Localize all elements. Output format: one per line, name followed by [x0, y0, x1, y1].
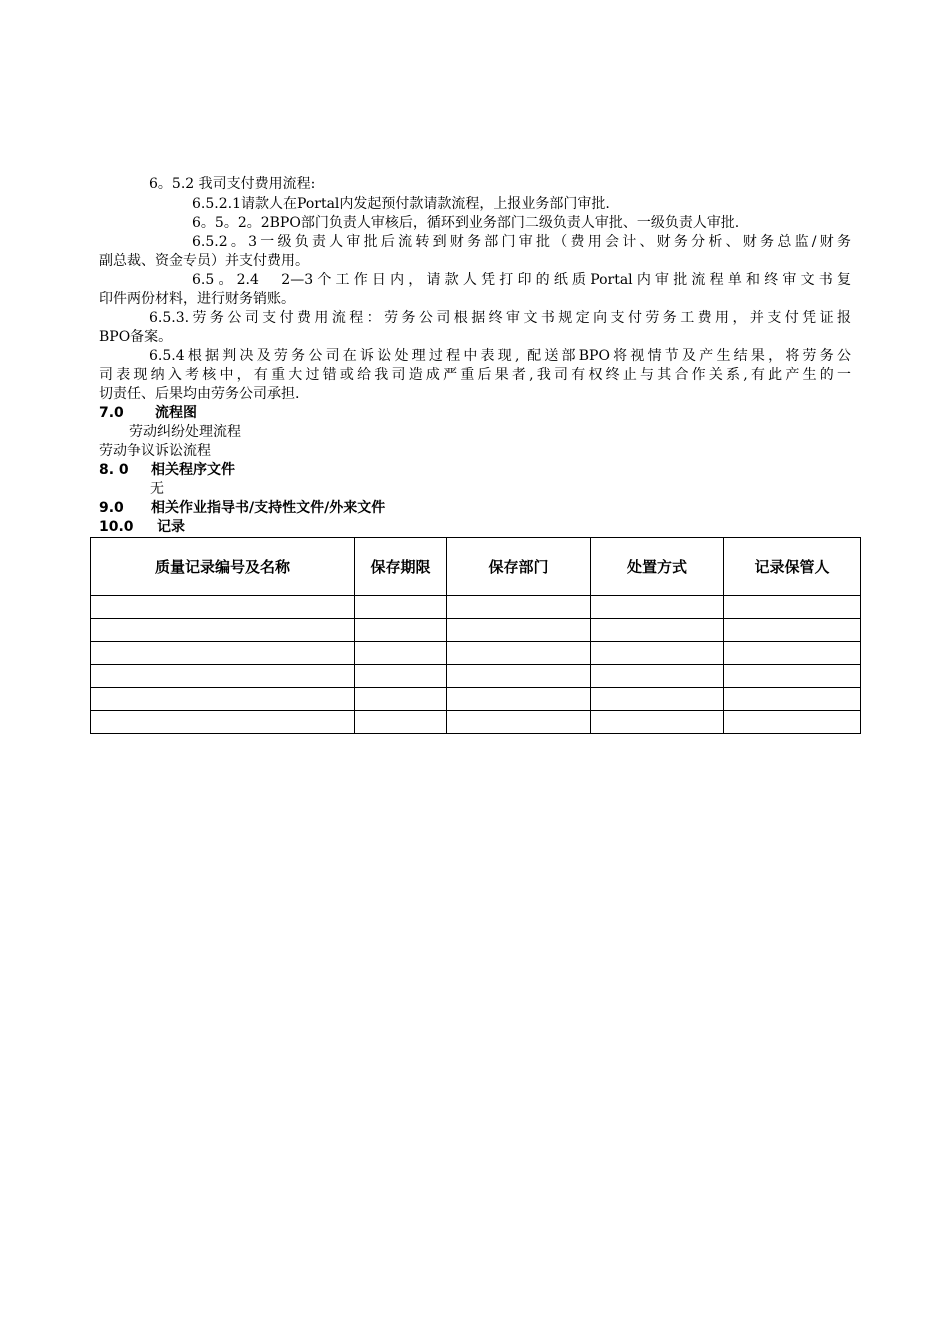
section-6-5-2-4-line1: 6.5。2.4 2—3个工作日内，请款人凭打印的纸质Portal内审批流程单和终审文书复	[192, 272, 851, 288]
table-cell	[447, 619, 591, 642]
table-cell	[355, 596, 447, 619]
section-6-5-2-3-line2: 副总裁、资金专员）并支付费用。	[99, 253, 309, 269]
table-row	[91, 711, 861, 734]
table-cell	[91, 711, 355, 734]
table-cell	[91, 596, 355, 619]
column-header-disposal-method: 处置方式	[591, 538, 724, 596]
section-6-5-3-line2: BPO备案。	[99, 329, 173, 345]
column-header-retention-department: 保存部门	[447, 538, 591, 596]
table-cell	[591, 665, 724, 688]
table-cell	[91, 665, 355, 688]
table-cell	[724, 642, 861, 665]
table-cell	[91, 619, 355, 642]
table-cell	[591, 711, 724, 734]
section-6-5-4-line1: 6.5.4根据判决及劳务公司在诉讼处理过程中表现, 配送部BPO将视情节及产生结果，将劳务公	[149, 348, 851, 364]
table-cell	[591, 688, 724, 711]
section-10-number: 10.0	[99, 519, 134, 535]
table-row	[91, 596, 861, 619]
section-7-number: 7.0	[99, 405, 124, 421]
section-6-5-3-line1: 6.5.3.劳务公司支付费用流程：劳务公司根据终审文书规定向支付劳务工费用，并支付凭证报	[149, 310, 851, 326]
section-6-5-4-line2: 司表现纳入考核中，有重大过错或给我司造成严重后果者,我司有权终止与其合作关系,有此产生的一	[99, 367, 851, 383]
column-header-record-keeper: 记录保管人	[724, 538, 861, 596]
section-6-5-2-3-line1: 6.5.2。3一级负责人审批后流转到财务部门审批（费用会计、财务分析、财务总监/财务	[192, 234, 851, 250]
section-6-5-2-2: 6。5。2。2BPO部门负责人审核后，循环到业务部门二级负责人审批、一级负责人审批.	[192, 215, 740, 231]
table-cell	[91, 642, 355, 665]
table-cell	[591, 619, 724, 642]
flowchart-item-labor-litigation: 劳动争议诉讼流程	[99, 443, 211, 459]
section-10-title: 记录	[157, 519, 185, 535]
section-9-number: 9.0	[99, 500, 124, 516]
table-cell	[355, 642, 447, 665]
table-row	[91, 642, 861, 665]
table-cell	[355, 665, 447, 688]
table-cell	[724, 688, 861, 711]
section-6-5-2-1: 6.5.2.1请款人在Portal内发起预付款请款流程，上报业务部门审批.	[192, 196, 610, 212]
table-cell	[91, 688, 355, 711]
section-8-title: 相关程序文件	[151, 462, 235, 478]
table-cell	[724, 711, 861, 734]
section-9-heading	[99, 499, 385, 518]
records-table	[90, 537, 861, 734]
table-cell	[447, 596, 591, 619]
section-7-title: 流程图	[155, 405, 197, 421]
table-cell	[447, 642, 591, 665]
table-cell	[724, 596, 861, 619]
table-cell	[355, 688, 447, 711]
table-cell	[591, 596, 724, 619]
flowchart-item-labor-dispute: 劳动纠纷处理流程	[129, 424, 241, 440]
column-header-retention-period: 保存期限	[355, 538, 447, 596]
table-cell	[724, 619, 861, 642]
section-7-heading	[99, 404, 197, 423]
records-table-header-row	[91, 538, 861, 596]
section-10-heading	[99, 518, 185, 537]
table-cell	[355, 711, 447, 734]
table-cell	[447, 711, 591, 734]
section-6-5-4-line3: 切责任、后果均由劳务公司承担.	[99, 386, 300, 402]
table-cell	[591, 642, 724, 665]
table-cell	[355, 619, 447, 642]
section-6-5-2-title: 6。5.2 我司支付费用流程:	[149, 176, 316, 192]
section-8-number: 8. 0	[99, 462, 129, 478]
table-cell	[447, 688, 591, 711]
column-header-record-id-name: 质量记录编号及名称	[91, 538, 355, 596]
table-row	[91, 665, 861, 688]
table-row	[91, 688, 861, 711]
table-cell	[447, 665, 591, 688]
records-table-body	[91, 596, 861, 734]
table-cell	[724, 665, 861, 688]
section-8-content: 无	[150, 481, 164, 497]
section-9-title: 相关作业指导书/支持性文件/外来文件	[151, 500, 386, 516]
section-6-5-2-4-line2: 印件两份材料，进行财务销账。	[99, 291, 295, 307]
section-8-heading	[99, 461, 235, 480]
table-row	[91, 619, 861, 642]
